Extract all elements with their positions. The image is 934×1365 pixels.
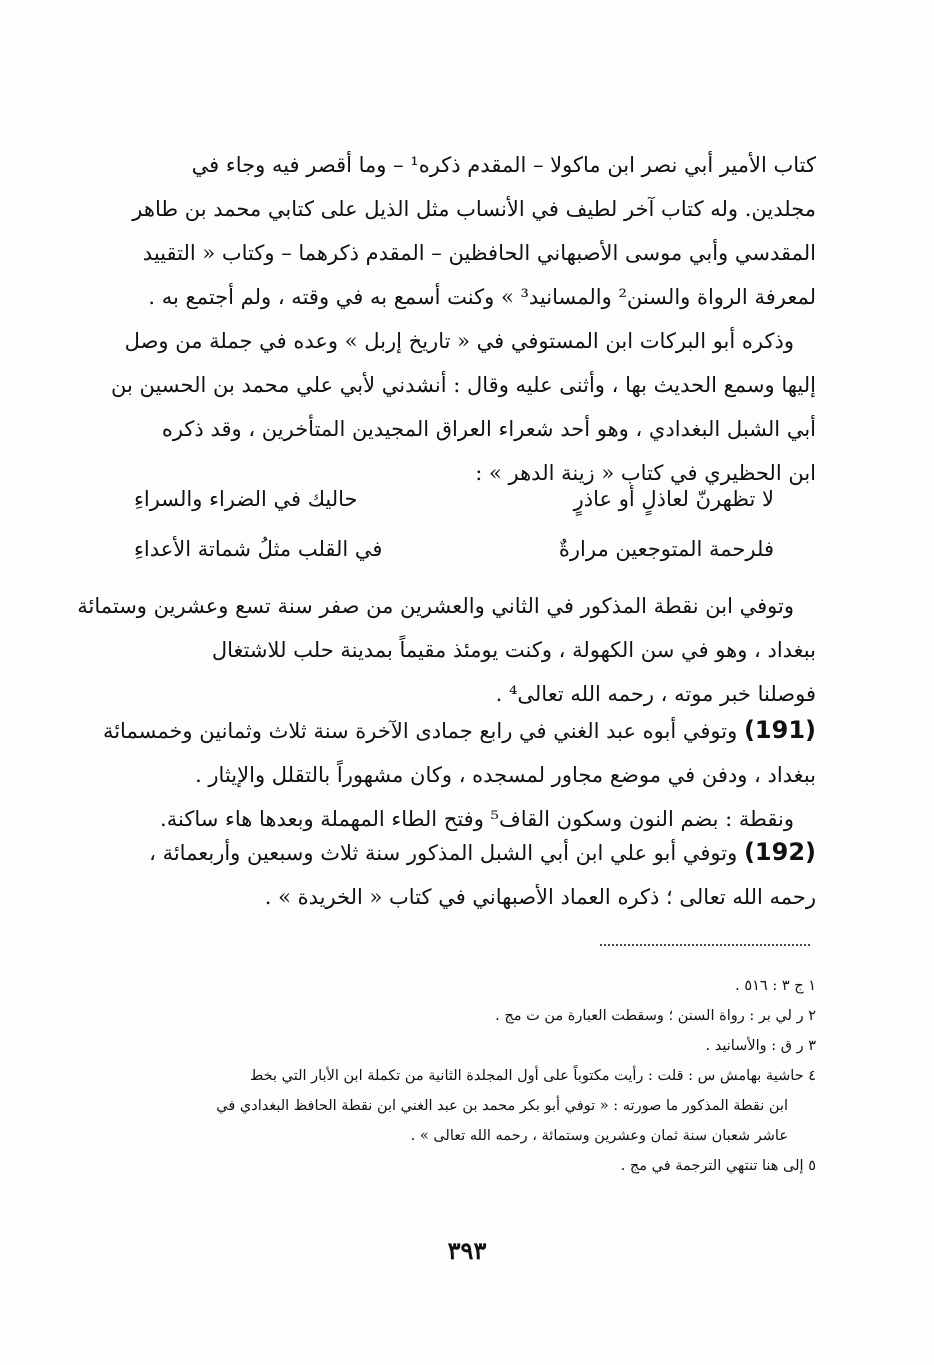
verse-line <box>134 524 774 574</box>
text-line: ونقطة : بضم النون وسكون القاف⁵ وفتح الطاء المهملة وبعدها هاء ساكنة. <box>160 807 794 831</box>
text-line: ببغداد ، وهو في سن الكهولة ، وكنت يومئذ مقيماً بمدينة حلب للاشتغال <box>211 638 816 662</box>
text-line <box>102 708 816 753</box>
text-line: أبي الشبل البغدادي ، وهو أحد شعراء العراق المجيدين المتأخرين ، وقد ذكره <box>161 417 816 441</box>
entry-number: (192) <box>743 838 816 866</box>
text-line: المقدسي وأبي موسى الأصبهاني الحافظين – المقدم ذكرهما – وكتاب « التقييد <box>142 241 816 265</box>
footnote: ٥ إلى هنا تنتهي الترجمة في مج . <box>620 1158 816 1174</box>
text-line: إليها وسمع الحديث بها ، وأثنى عليه وقال : أنشدني لأبي علي محمد بن الحسين بن <box>110 373 816 397</box>
footnote: ١ ج ٣ : ٥١٦ . <box>735 978 816 994</box>
verse-hemistich: فلرحمة المتوجعين مرارةٌ <box>558 537 774 561</box>
footnote: ٢ ر لي بر : رواة السنن ؛ وسقطت العبارة من ت مج . <box>495 1008 816 1024</box>
text-line: فوصلنا خبر موته ، رحمه الله تعالى⁴ . <box>495 682 816 706</box>
poem-verse <box>134 474 774 574</box>
text-line: وذكره أبو البركات ابن المستوفي في « تاريخ إربل » وعده في جملة من وصل <box>124 329 794 353</box>
footnotes <box>116 971 816 1181</box>
text-line: كتاب الأمير أبي نصر ابن ماكولا – المقدم ذكره¹ – وما أقصر فيه وجاء في <box>191 153 816 177</box>
entry-191 <box>102 708 816 841</box>
footnote: ٤ حاشية بهامش س : قلت : رأيت مكتوباً على أول المجلدة الثانية من تكملة ابن الأبار التي بخط <box>249 1068 816 1084</box>
footnote-continuation: ابن نقطة المذكور ما صورته : « توفي أبو بكر محمد بن عبد الغني ابن نقطة الحافظ البغدادي في <box>216 1098 788 1114</box>
text-line: وتوفي ابن نقطة المذكور في الثاني والعشرين من صفر سنة تسع وعشرين وستمائة <box>77 594 794 618</box>
entry-text: وتوفي أبو علي ابن أبي الشبل المذكور سنة ثلاث وسبعين وأربعمائة ، <box>149 841 738 865</box>
footnote: ٣ ر ق : والأسانيد . <box>705 1038 816 1054</box>
verse-hemistich: لا تظهرنّ لعاذلٍ أو عاذرٍ <box>573 487 774 511</box>
text-line: مجلدين. وله كتاب آخر لطيف في الأنساب مثل الذيل على كتابي محمد بن طاهر <box>132 197 816 221</box>
verse-hemistich: في القلب مثلُ شماتة الأعداءِ <box>134 537 383 561</box>
main-text <box>110 143 816 495</box>
entry-192 <box>116 830 816 919</box>
entry-text: وتوفي أبوه عبد الغني في رابع جمادى الآخرة سنة ثلاث وثمانين وخمسمائة <box>102 719 738 743</box>
verse-hemistich: حاليك في الضراء والسراءِ <box>134 487 358 511</box>
entry-number: (191) <box>743 716 816 744</box>
text-line: ابن الحظيري في كتاب « زينة الدهر » : <box>475 461 816 485</box>
footnote-separator <box>600 944 810 946</box>
page-number: ٣٩٣ <box>447 1236 487 1265</box>
verse-line <box>134 474 774 524</box>
text-line: ببغداد ، ودفن في موضع مجاور لمسجده ، وكان مشهوراً بالتقلل والإيثار . <box>195 763 816 787</box>
death-paragraph <box>77 584 816 716</box>
text-line: لمعرفة الرواة والسنن² والمسانيد³ » وكنت أسمع به في وقته ، ولم أجتمع به . <box>148 285 816 309</box>
footnote-continuation: عاشر شعبان سنة ثمان وعشرين وستمائة ، رحمه الله تعالى » . <box>410 1128 788 1144</box>
text-line: رحمه الله تعالى ؛ ذكره العماد الأصبهاني في كتاب « الخريدة » . <box>264 885 816 909</box>
text-line <box>116 830 816 875</box>
